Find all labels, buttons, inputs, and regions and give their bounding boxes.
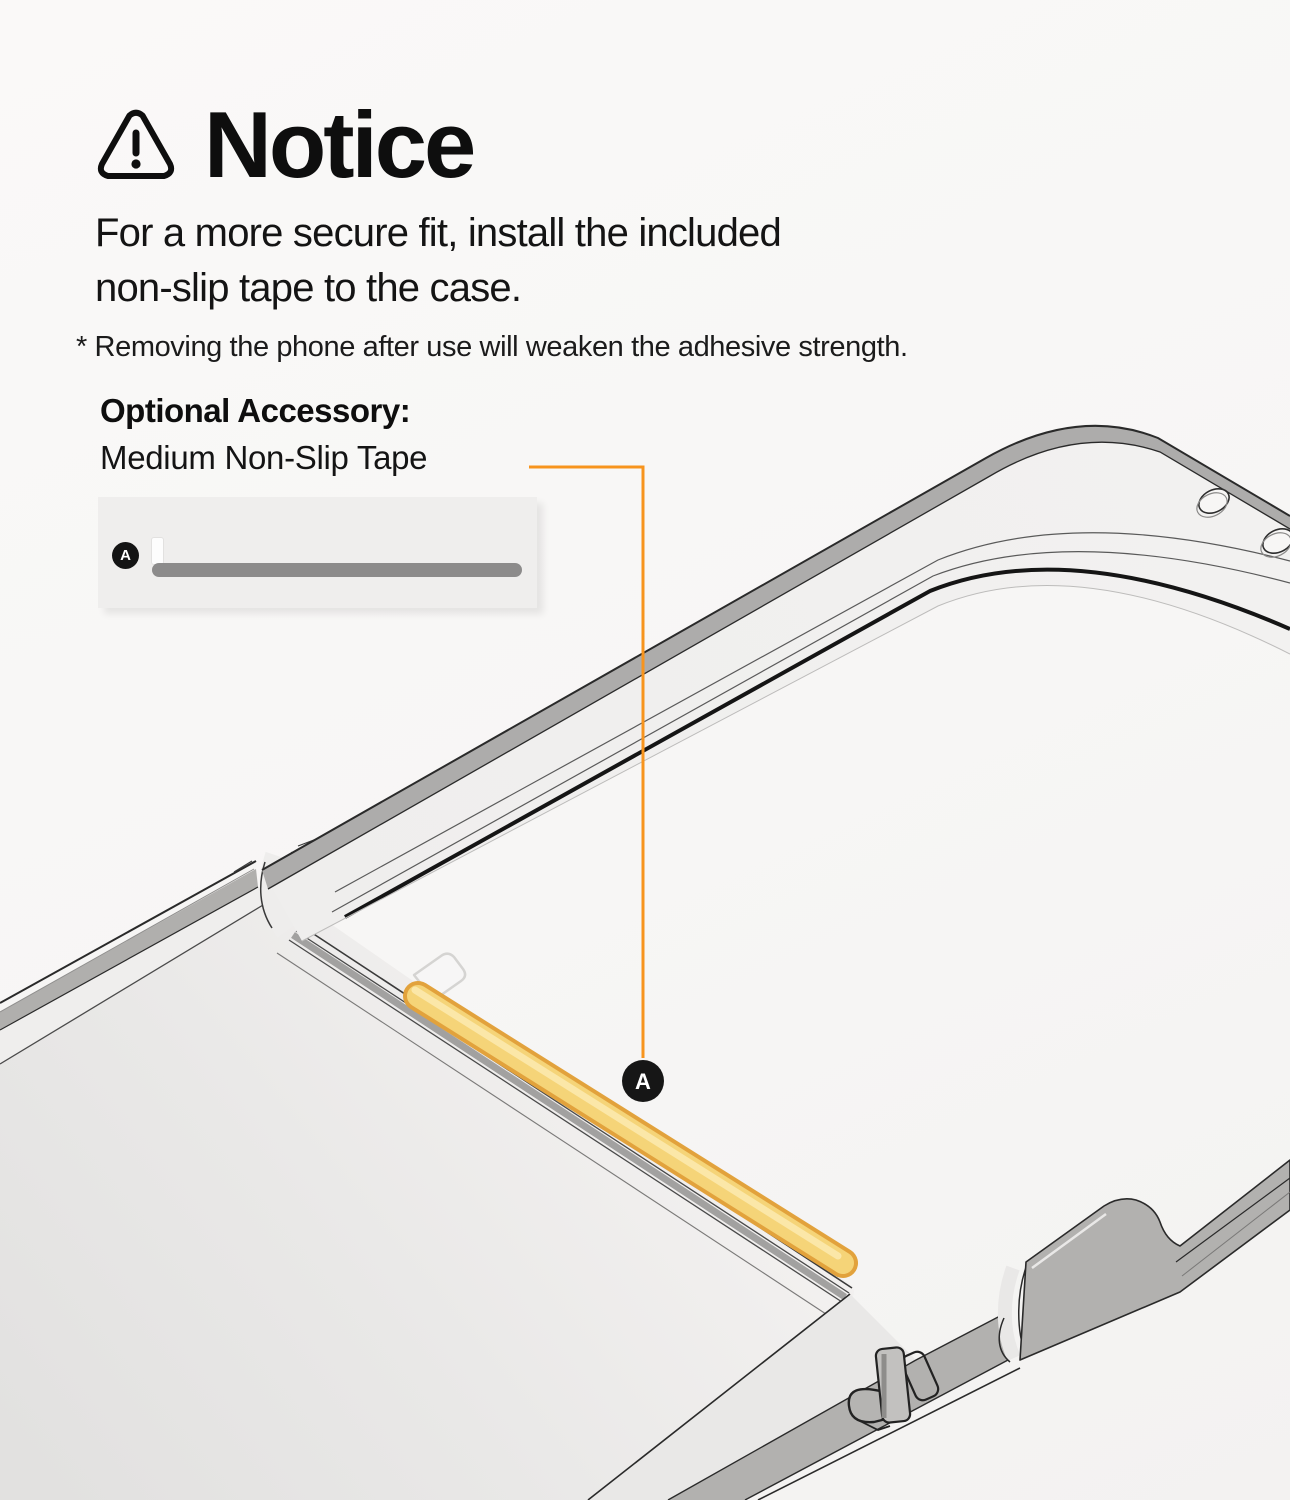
tape-sample-strip	[152, 563, 522, 577]
top-half-side-rail	[1020, 1160, 1290, 1360]
accessory-name: Medium Non-Slip Tape	[100, 439, 428, 476]
diagram-marker-a-label: A	[635, 1069, 651, 1094]
panel-marker-a-badge: A	[112, 542, 139, 569]
notice-header	[96, 92, 474, 197]
tape-sample-panel	[98, 497, 537, 608]
notice-description	[95, 206, 781, 316]
tape-sample-pull-tab	[151, 537, 164, 565]
accessory-title: Optional Accessory:	[100, 392, 411, 429]
notice-description-line: For a more secure fit, install the included	[95, 211, 781, 255]
warning-triangle-icon	[96, 107, 176, 183]
notice-description-line: non-slip tape to the case.	[95, 266, 522, 310]
notice-footnote: * Removing the phone after use will weaken the adhesive strength.	[76, 331, 908, 363]
page-title: Notice	[204, 92, 474, 197]
